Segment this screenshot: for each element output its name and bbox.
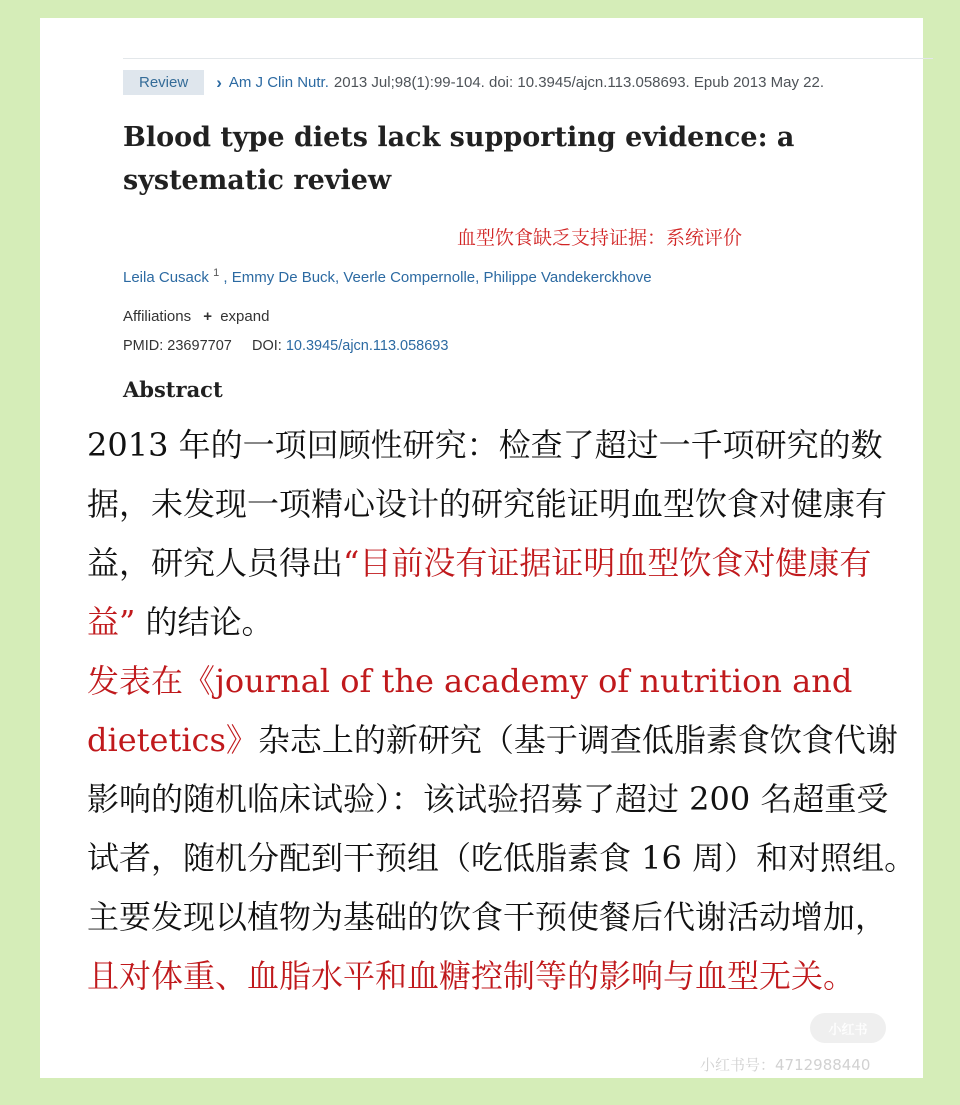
- watermark-logo: 小红书: [810, 1013, 886, 1043]
- pubmed-screenshot: [123, 58, 933, 408]
- article-title-chinese: 血型饮食缺乏支持证据：系统评价: [457, 227, 743, 249]
- affiliations-label: Affiliations: [123, 308, 192, 325]
- affiliation-sup[interactable]: 1: [213, 267, 220, 279]
- pmid-text: PMID: 23697707: [123, 338, 232, 354]
- paragraph-2-conclusion: 且对体重、血脂水平和血糖控制等的影响与血型无关。: [87, 957, 856, 995]
- body-text: [87, 416, 917, 1006]
- doi-link[interactable]: 10.3945/ajcn.113.058693: [285, 338, 449, 354]
- paragraph-1-end: 的结论。: [145, 603, 274, 641]
- paragraph-2-text: 杂志上的新研究（基于调查低脂素食饮食代谢影响的随机临床试验）：该试验招募了超过 200 名超重受试者，随机分配到干预组（吃低脂素食 16 周）和对照组。主要发现以植物为基础的饮食干预使餐后代谢活动增加，: [87, 721, 917, 936]
- paragraph-1-text: 2013 年的一项回顾性研究：检查了超过一千项研究的数据，未发现一项精心设计的研究能证明血型饮食对健康有益，研究人员得出: [87, 426, 888, 582]
- chevron-right-icon: ›: [216, 72, 222, 92]
- author-links[interactable]: , Emmy De Buck, Veerle Compernolle, Philippe Vandekerckhove: [223, 269, 652, 286]
- review-badge: Review: [123, 70, 204, 95]
- affiliations-row: [123, 308, 269, 325]
- citation-text: 2013 Jul;98(1):99-104. doi: 10.3945/ajcn.113.058693. Epub 2013 May 22.: [333, 74, 824, 91]
- paragraph-2-source: 发表在《journal of the academy of nutrition and dietetics》: [87, 662, 853, 759]
- journal-link[interactable]: Am J Clin Nutr.: [228, 74, 329, 91]
- watermark-id: 小红书号：4712988440: [700, 1056, 871, 1074]
- author-link[interactable]: Leila Cusack: [123, 269, 209, 286]
- expand-link[interactable]: expand: [220, 308, 270, 325]
- plus-icon[interactable]: +: [203, 308, 213, 325]
- divider: [123, 58, 933, 59]
- paragraph-1-quote: “目前没有证据证明血型饮食对健康有益”: [87, 544, 872, 641]
- citation-row: [123, 70, 824, 95]
- content-card: [40, 18, 923, 1078]
- doi-label: DOI:: [251, 338, 282, 354]
- abstract-heading: Abstract: [123, 377, 223, 402]
- article-title: Blood type diets lack supporting evidence: a systematic review: [123, 122, 795, 196]
- author-list: [123, 267, 652, 286]
- identifiers-row: [123, 338, 448, 354]
